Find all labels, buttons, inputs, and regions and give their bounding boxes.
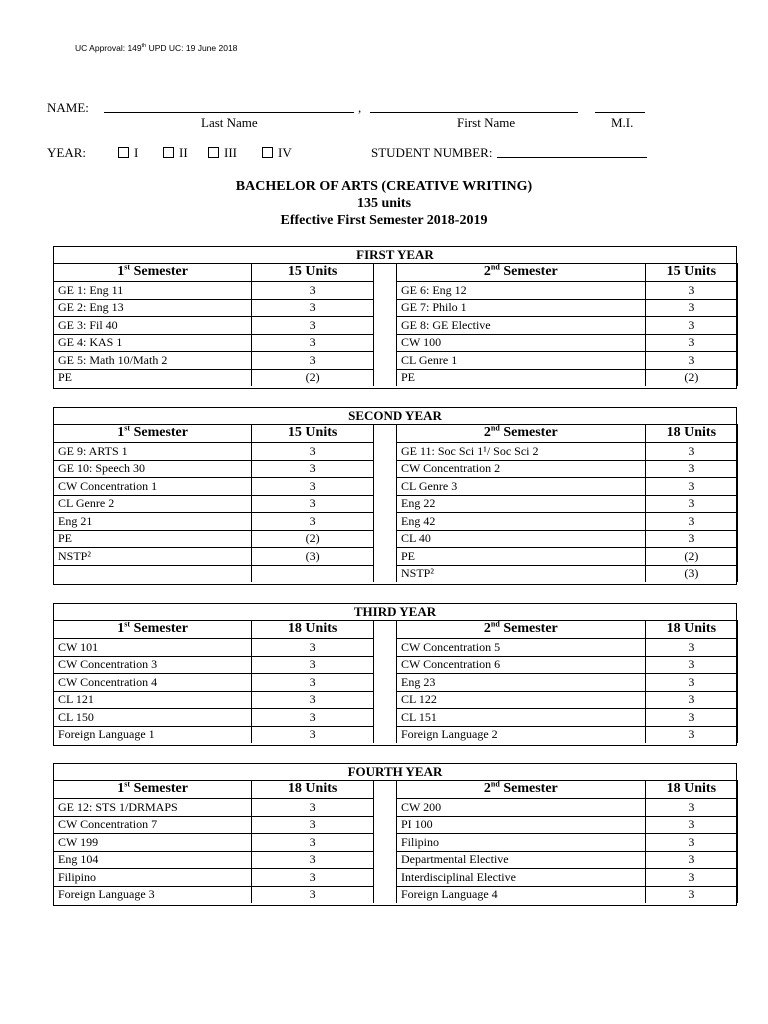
course-name: GE 11: Soc Sci 1¹/ Soc Sci 2 [397, 443, 645, 461]
course-row [54, 834, 373, 852]
year-title: SECOND YEAR [54, 408, 736, 425]
course-units: 3 [645, 513, 737, 531]
course-row [397, 639, 737, 657]
course-units: 3 [252, 799, 373, 817]
course-row [54, 565, 373, 582]
course-name: CW 101 [54, 639, 252, 657]
course-name: PI 100 [397, 816, 645, 834]
course-row [54, 299, 373, 317]
course-row [54, 851, 373, 869]
semester-units-header: 15 Units [252, 263, 373, 282]
course-units: 3 [645, 352, 737, 370]
semester-units-header: 18 Units [252, 620, 373, 639]
course-units: (2) [645, 548, 737, 566]
course-units: (2) [645, 369, 737, 386]
uc-approval-note: UC Approval: 149th UPD UC: 19 June 2018 [75, 43, 238, 53]
course-name: GE 1: Eng 11 [54, 282, 252, 300]
course-units: (3) [645, 565, 737, 582]
course-name: Foreign Language 3 [58, 887, 155, 902]
semester-header: 2nd Semester [397, 620, 645, 639]
course-row [54, 886, 373, 903]
course-name: CW Concentration 1 [54, 478, 252, 496]
course-row [397, 460, 737, 478]
course-name: CL Genre 2 [54, 495, 252, 513]
checkbox-icon[interactable] [118, 147, 129, 158]
course-units [252, 565, 373, 582]
course-name: CL Genre 1 [397, 352, 645, 370]
last-name-caption: Last Name [201, 115, 258, 130]
name-comma: , [358, 100, 362, 115]
program-units: 135 units [356, 196, 412, 211]
course-row [397, 709, 737, 727]
course-units: 3 [252, 299, 373, 317]
course-name: GE 7: Philo 1 [397, 299, 645, 317]
course-name: Filipino [54, 869, 252, 887]
mi-caption: M.I. [611, 115, 634, 130]
year-option-4[interactable]: IV [262, 145, 292, 161]
course-units: 3 [645, 799, 737, 817]
course-units: 3 [252, 869, 373, 887]
course-row [54, 799, 373, 817]
course-row [397, 656, 737, 674]
semester-units-header: 15 Units [252, 424, 373, 443]
semester-units-header: 18 Units [252, 780, 373, 799]
course-row [54, 334, 373, 352]
course-units: 3 [252, 691, 373, 709]
course-units: 3 [252, 639, 373, 657]
course-units: 3 [252, 851, 373, 869]
course-row [397, 548, 737, 566]
checkbox-icon[interactable] [208, 147, 219, 158]
first-semester-table [53, 620, 374, 743]
course-row [397, 869, 737, 887]
course-row [54, 639, 373, 657]
course-row [54, 513, 373, 531]
course-units: 3 [252, 816, 373, 834]
second-semester-table [396, 263, 738, 386]
course-row [54, 726, 373, 743]
course-row [54, 282, 373, 300]
course-row [397, 513, 737, 531]
course-name: Interdisciplinal Elective [397, 869, 645, 887]
course-row [54, 352, 373, 370]
course-row [397, 816, 737, 834]
course-name: NSTP² [54, 548, 252, 566]
first-semester-table [53, 780, 374, 903]
semester-header: 1st Semester [54, 424, 252, 443]
course-units: 3 [645, 460, 737, 478]
semester-units-header: 18 Units [645, 424, 737, 443]
course-name: CL 121 [54, 691, 252, 709]
course-name: CW Concentration 6 [397, 656, 645, 674]
course-name [54, 565, 252, 582]
course-units: 3 [645, 443, 737, 461]
course-units: 3 [252, 674, 373, 692]
student-number-field[interactable] [497, 157, 647, 158]
course-units: 3 [645, 869, 737, 887]
course-units: 3 [645, 726, 737, 743]
course-row [54, 369, 373, 386]
course-units: 3 [645, 299, 737, 317]
name-label: NAME: [47, 100, 89, 115]
second-semester-table [396, 620, 738, 743]
course-name: CL Genre 3 [397, 478, 645, 496]
course-name: Eng 22 [397, 495, 645, 513]
course-row [397, 530, 737, 548]
first-semester-table [53, 263, 374, 386]
course-name: NSTP² [401, 566, 434, 581]
course-name: CL 151 [397, 709, 645, 727]
course-row [54, 869, 373, 887]
year-block-first [53, 246, 737, 389]
course-row [54, 530, 373, 548]
course-units: 3 [645, 851, 737, 869]
course-row [397, 691, 737, 709]
semester-header: 1st Semester [54, 780, 252, 799]
course-name: GE 9: ARTS 1 [54, 443, 252, 461]
year-block-third [53, 603, 737, 746]
year-block-fourth [53, 763, 737, 906]
course-row [54, 709, 373, 727]
course-name: Eng 23 [397, 674, 645, 692]
first-semester-table [53, 424, 374, 582]
course-units: 3 [252, 317, 373, 335]
course-row [397, 282, 737, 300]
course-row [54, 495, 373, 513]
course-name: PE [397, 548, 645, 566]
first-name-caption: First Name [457, 115, 516, 130]
course-units: 3 [252, 513, 373, 531]
course-units: 3 [252, 478, 373, 496]
course-name: Foreign Language 1 [58, 727, 155, 742]
year-option-3[interactable]: III [208, 145, 237, 161]
course-name: CL 40 [397, 530, 645, 548]
year-option-1[interactable]: I [118, 145, 138, 161]
course-name: PE [54, 530, 252, 548]
course-row [54, 691, 373, 709]
year-title: THIRD YEAR [54, 604, 736, 621]
course-units: 3 [252, 334, 373, 352]
course-units: 3 [645, 886, 737, 903]
course-units: 3 [252, 352, 373, 370]
course-name: CW Concentration 5 [397, 639, 645, 657]
course-row [397, 443, 737, 461]
course-name: GE 4: KAS 1 [54, 334, 252, 352]
course-name: GE 12: STS 1/DRMAPS [54, 799, 252, 817]
program-title: BACHELOR OF ARTS (CREATIVE WRITING) [235, 179, 533, 194]
course-row [397, 726, 737, 743]
year-label: YEAR: [47, 145, 86, 160]
semester-units-header: 15 Units [645, 263, 737, 282]
last-name-field[interactable] [104, 112, 354, 113]
course-units: 3 [252, 834, 373, 852]
first-name-field[interactable] [370, 112, 578, 113]
checkbox-icon[interactable] [163, 147, 174, 158]
course-name: Filipino [397, 834, 645, 852]
course-name: GE 8: GE Elective [397, 317, 645, 335]
course-name: PE [58, 370, 73, 385]
checkbox-icon[interactable] [262, 147, 273, 158]
effective-date: Effective First Semester 2018-2019 [280, 213, 488, 228]
course-units: 3 [645, 530, 737, 548]
course-row [54, 478, 373, 496]
course-row [397, 674, 737, 692]
course-name: CW Concentration 3 [54, 656, 252, 674]
course-row [54, 317, 373, 335]
course-units: 3 [645, 282, 737, 300]
semester-header: 2nd Semester [397, 263, 645, 282]
course-units: 3 [645, 317, 737, 335]
course-name: CW 200 [397, 799, 645, 817]
course-row [54, 548, 373, 566]
course-name: CW Concentration 2 [397, 460, 645, 478]
course-units: (3) [252, 548, 373, 566]
course-name: GE 3: Fil 40 [54, 317, 252, 335]
course-name: PE [401, 370, 416, 385]
course-name: Eng 21 [54, 513, 252, 531]
year-title: FIRST YEAR [54, 247, 736, 264]
course-name: CL 150 [54, 709, 252, 727]
course-name: GE 2: Eng 13 [54, 299, 252, 317]
year-block-second [53, 407, 737, 585]
course-name: Eng 104 [54, 851, 252, 869]
course-row [54, 460, 373, 478]
course-row [54, 443, 373, 461]
course-row [397, 334, 737, 352]
course-row [54, 816, 373, 834]
course-row [397, 886, 737, 903]
course-units: 3 [645, 691, 737, 709]
course-name: CW Concentration 7 [54, 816, 252, 834]
course-name: CL 122 [397, 691, 645, 709]
course-row [397, 352, 737, 370]
course-name: Eng 42 [397, 513, 645, 531]
semester-header: 2nd Semester [397, 780, 645, 799]
second-semester-table [396, 424, 738, 582]
course-units: 3 [645, 674, 737, 692]
course-units: 3 [645, 495, 737, 513]
semester-units-header: 18 Units [645, 620, 737, 639]
course-row [397, 495, 737, 513]
course-units: 3 [645, 709, 737, 727]
course-row [397, 799, 737, 817]
student-number-label: STUDENT NUMBER: [371, 145, 493, 160]
course-units: 3 [645, 834, 737, 852]
course-units: (2) [252, 369, 373, 386]
course-units: 3 [252, 726, 373, 743]
course-units: 3 [252, 443, 373, 461]
semester-units-header: 18 Units [645, 780, 737, 799]
course-units: 3 [252, 460, 373, 478]
course-row [397, 851, 737, 869]
mi-field[interactable] [595, 112, 645, 113]
course-name: GE 5: Math 10/Math 2 [54, 352, 252, 370]
year-option-2[interactable]: II [163, 145, 188, 161]
course-units: 3 [645, 639, 737, 657]
semester-header: 1st Semester [54, 620, 252, 639]
course-row [397, 834, 737, 852]
course-name: Foreign Language 4 [401, 887, 498, 902]
year-title: FOURTH YEAR [54, 764, 736, 781]
course-row [397, 299, 737, 317]
course-units: (2) [252, 530, 373, 548]
course-row [397, 317, 737, 335]
semester-header: 2nd Semester [397, 424, 645, 443]
course-name: CW 100 [397, 334, 645, 352]
course-row [397, 478, 737, 496]
course-name: CW Concentration 4 [54, 674, 252, 692]
course-units: 3 [645, 816, 737, 834]
course-units: 3 [252, 495, 373, 513]
course-row [54, 656, 373, 674]
course-units: 3 [252, 656, 373, 674]
course-units: 3 [252, 282, 373, 300]
course-row [397, 369, 737, 386]
semester-header: 1st Semester [54, 263, 252, 282]
course-name: GE 10: Speech 30 [54, 460, 252, 478]
course-units: 3 [252, 709, 373, 727]
second-semester-table [396, 780, 738, 903]
course-units: 3 [252, 886, 373, 903]
course-name: Departmental Elective [397, 851, 645, 869]
course-units: 3 [645, 478, 737, 496]
course-units: 3 [645, 656, 737, 674]
course-name: CW 199 [54, 834, 252, 852]
course-units: 3 [645, 334, 737, 352]
course-row [397, 565, 737, 582]
course-name: Foreign Language 2 [401, 727, 498, 742]
course-name: GE 6: Eng 12 [397, 282, 645, 300]
course-row [54, 674, 373, 692]
